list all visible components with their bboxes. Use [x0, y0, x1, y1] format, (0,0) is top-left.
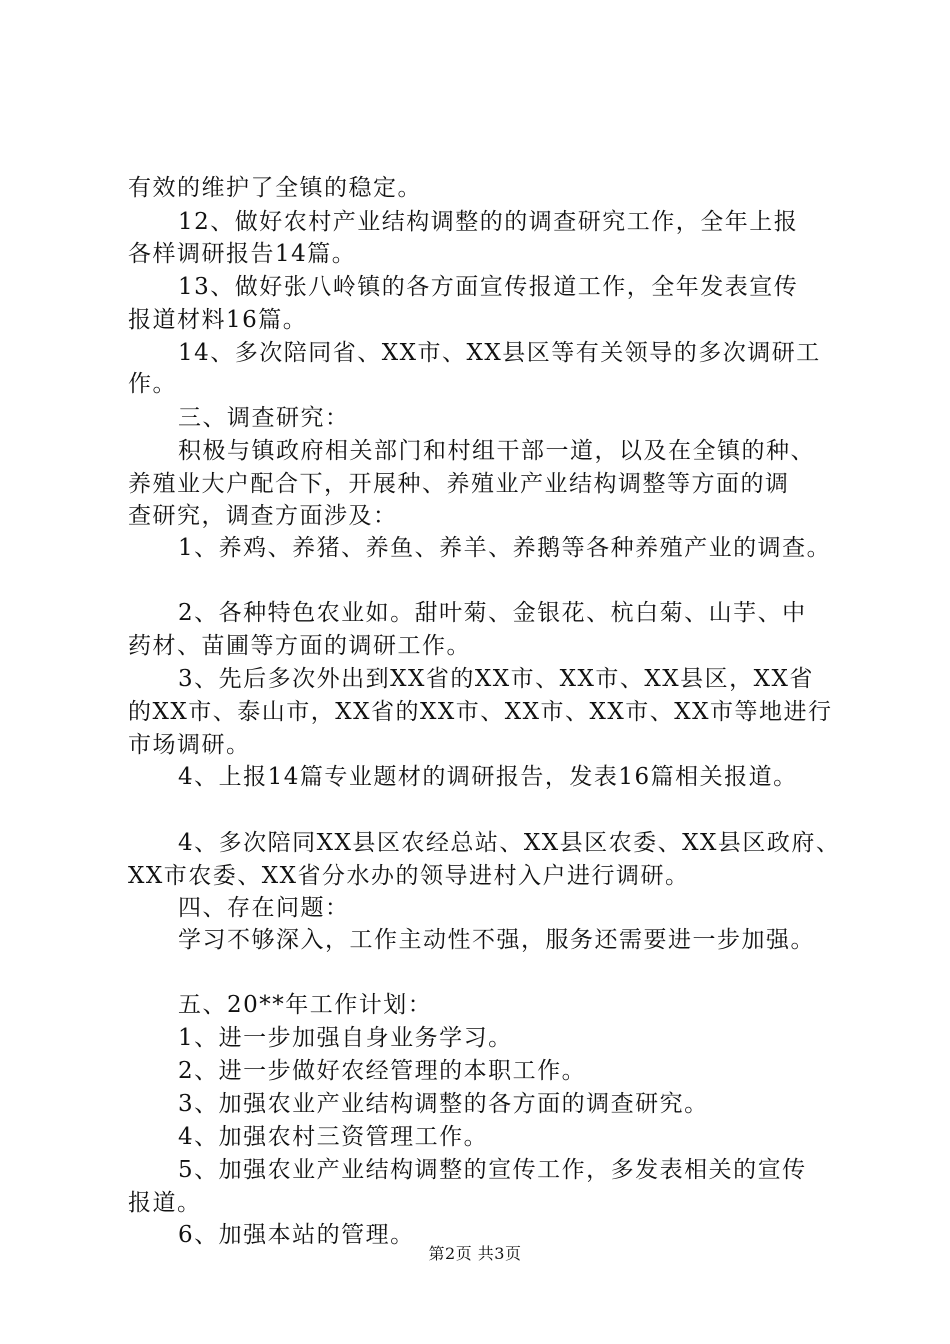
text-line: 药材、苗圃等方面的调研工作。 — [128, 633, 471, 659]
text-line: 2、各种特色农业如。甜叶菊、金银花、杭白菊、山芋、中 — [178, 600, 807, 626]
text-line: 作。 — [128, 371, 177, 397]
text-line: 报道材料16篇。 — [128, 307, 308, 333]
section-heading: 四、存在问题： — [178, 895, 350, 921]
text-line: 13、做好张八岭镇的各方面宣传报道工作，全年发表宣传 — [178, 274, 799, 300]
text-line: 的XX市、泰山市，XX省的XX市、XX市、XX市、XX市等地进行 — [128, 699, 833, 725]
text-line: 3、先后多次外出到XX省的XX市、XX市、XX县区，XX省 — [178, 666, 814, 692]
text-line: 14、多次陪同省、XX市、XX县区等有关领导的多次调研工 — [178, 340, 821, 366]
text-line: 养殖业大户配合下，开展种、养殖业产业结构调整等方面的调 — [128, 471, 790, 497]
text-line: 5、加强农业产业结构调整的宣传工作，多发表相关的宣传 — [178, 1157, 807, 1183]
text-line: 各样调研报告14篇。 — [128, 241, 357, 267]
text-line: 2、进一步做好农经管理的本职工作。 — [178, 1058, 587, 1084]
text-line: 6、加强本站的管理。 — [178, 1222, 415, 1248]
text-line: 4、加强农村三资管理工作。 — [178, 1124, 489, 1150]
text-line: 查研究，调查方面涉及： — [128, 503, 398, 529]
text-line: 12、做好农村产业结构调整的的调查研究工作，全年上报 — [178, 209, 799, 235]
section-heading: 三、调查研究： — [178, 405, 350, 431]
text-line: 3、加强农业产业结构调整的各方面的调查研究。 — [178, 1091, 709, 1117]
text-line: XX市农委、XX省分水办的领导进村入户进行调研。 — [128, 863, 690, 889]
text-line: 积极与镇政府相关部门和村组干部一道，以及在全镇的种、 — [178, 438, 815, 464]
text-line: 报道。 — [128, 1190, 202, 1216]
text-line: 学习不够深入，工作主动性不强，服务还需要进一步加强。 — [178, 927, 815, 953]
text-line: 4、多次陪同XX县区农经总站、XX县区农委、XX县区政府、 — [178, 830, 841, 856]
text-line: 4、上报14篇专业题材的调研报告，发表16篇相关报道。 — [178, 764, 798, 790]
text-line: 有效的维护了全镇的稳定。 — [128, 175, 422, 201]
text-line: 1、进一步加强自身业务学习。 — [178, 1025, 513, 1051]
text-line: 1、养鸡、养猪、养鱼、养羊、养鹅等各种养殖产业的调查。 — [178, 535, 832, 561]
section-heading: 五、20**年工作计划： — [178, 992, 433, 1018]
text-line: 市场调研。 — [128, 732, 251, 758]
page-number-footer: 第2页 共3页 — [428, 1244, 522, 1263]
